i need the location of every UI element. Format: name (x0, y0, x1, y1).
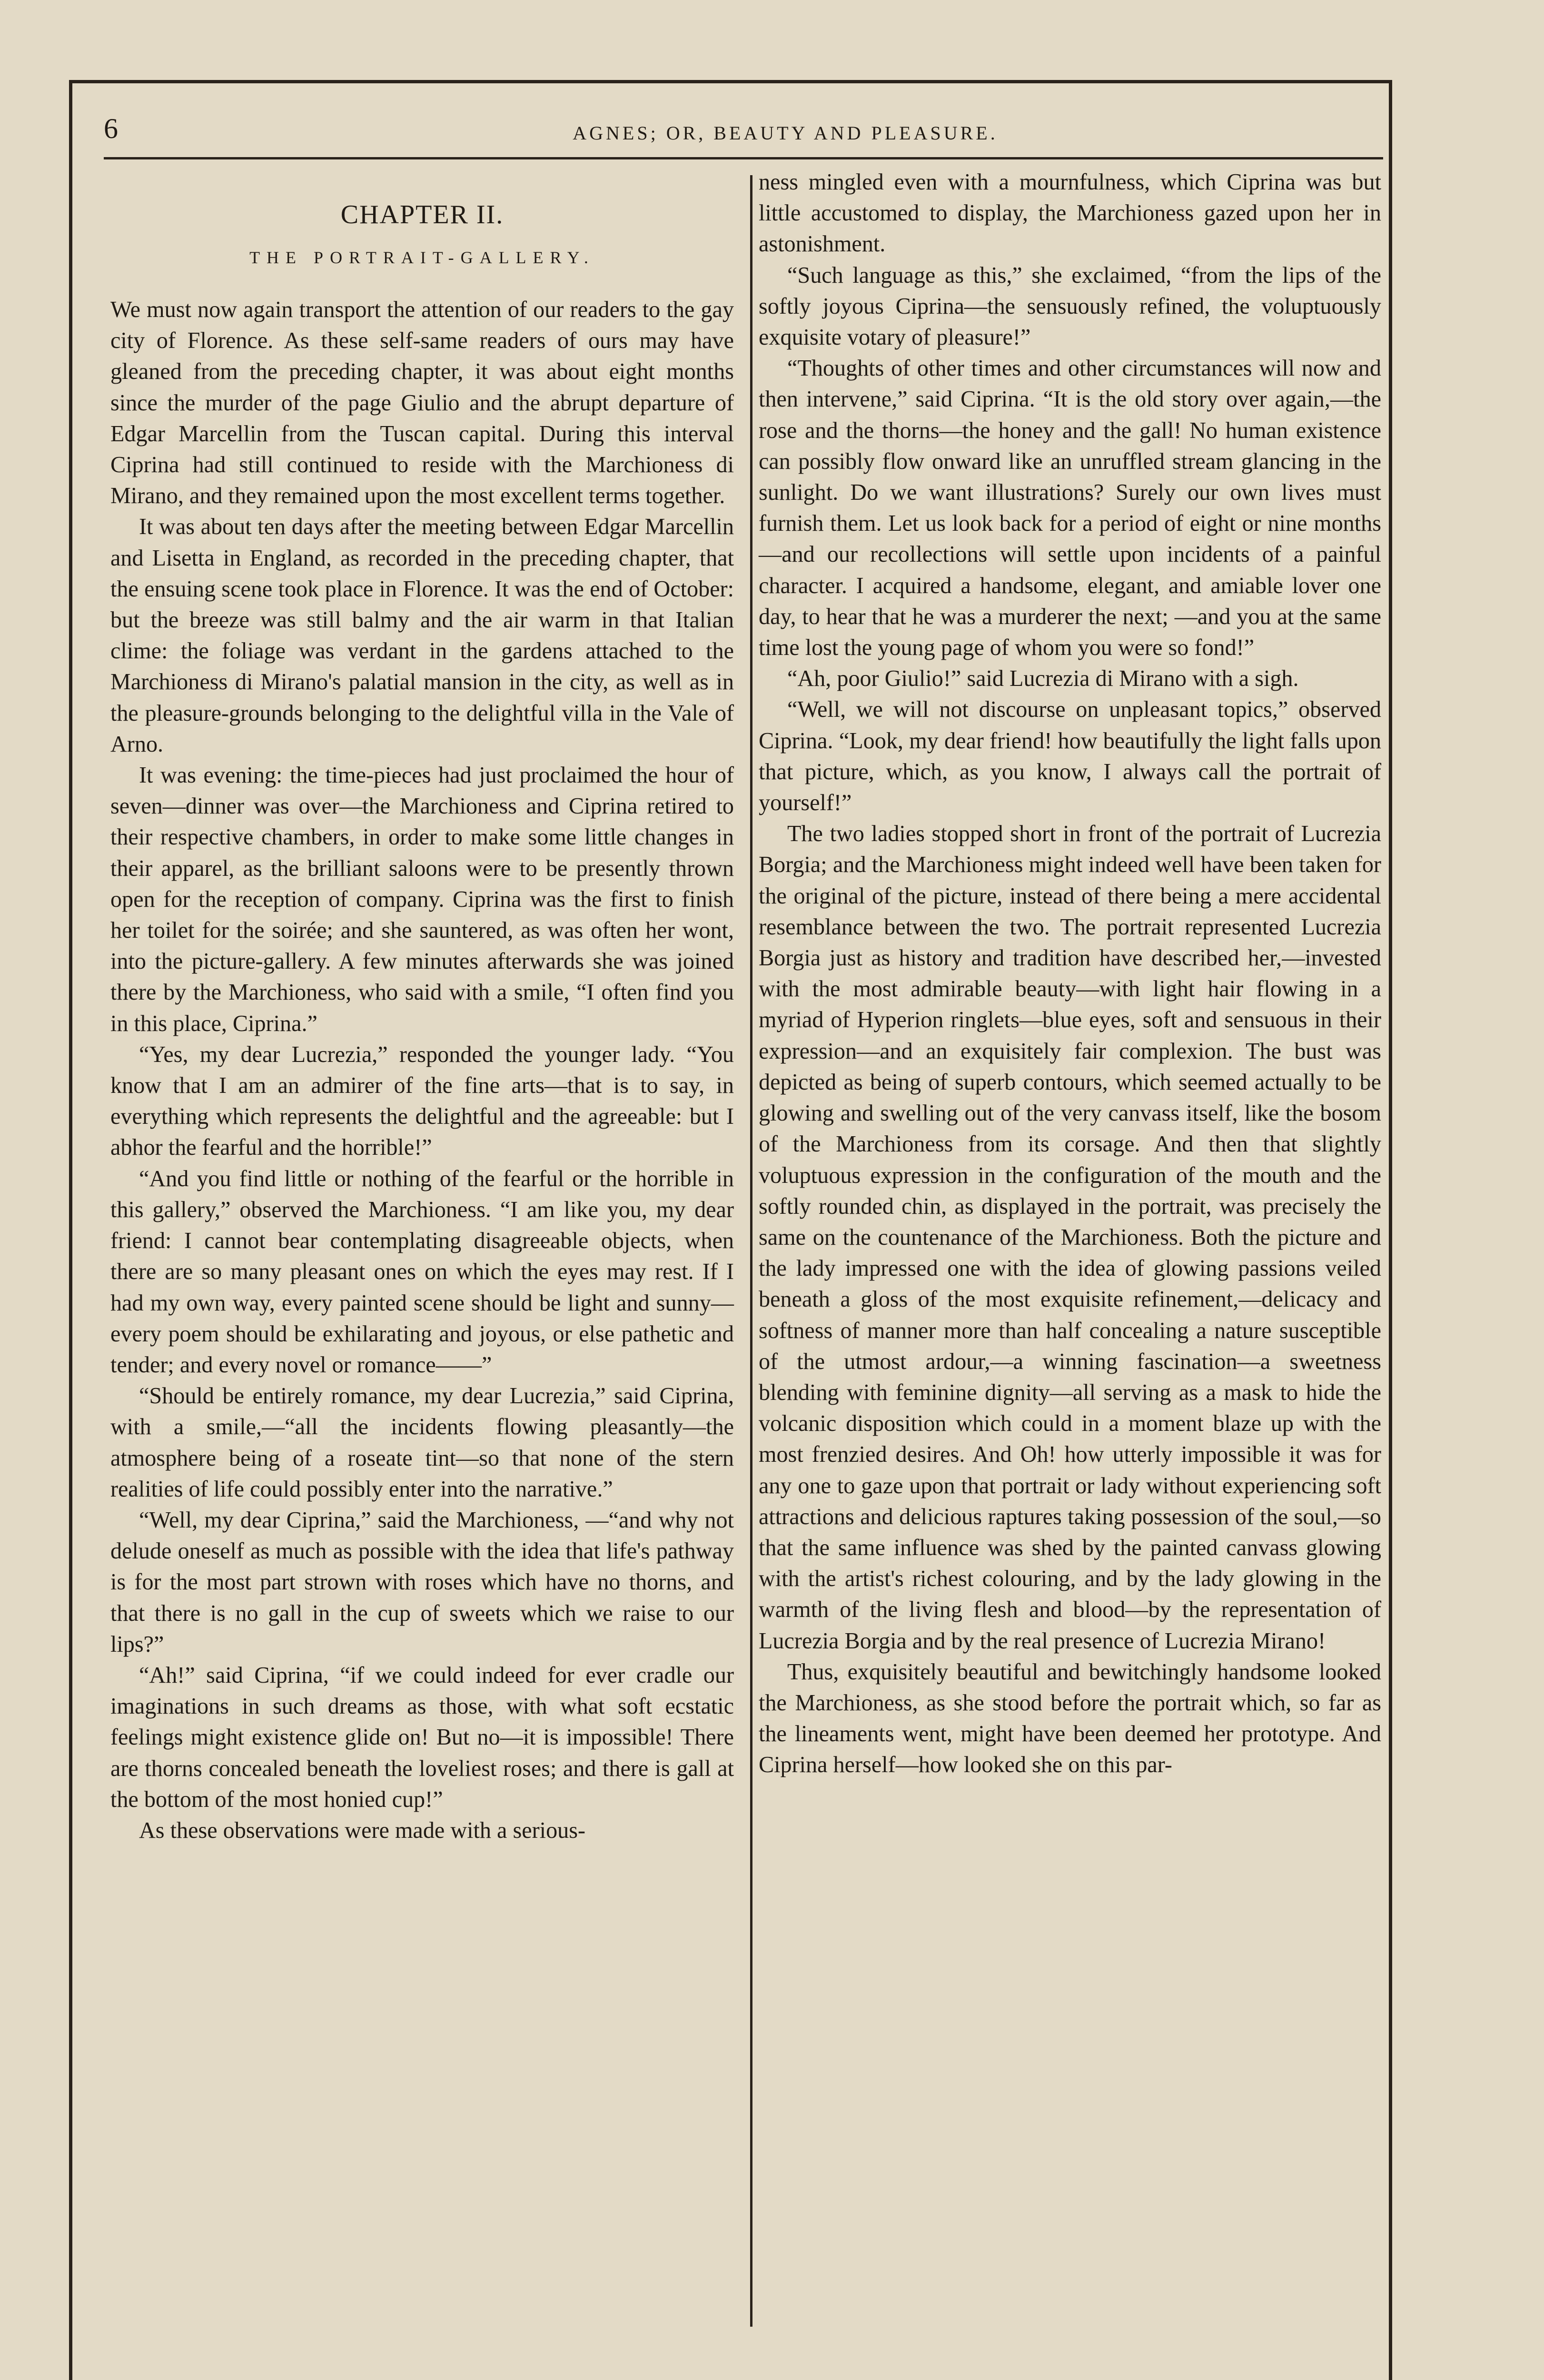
paragraph: “Ah!” said Ciprina, “if we could indeed for ever cradle our imaginations in such dreams as those, with what soft ecstatic feelings might existence glide on! But no—it is impossible! There are thorns concealed beneath the loveliest roses; and there is gall at the bottom of the most honied cup!” (110, 1662, 734, 1812)
paragraph: ness mingled even with a mournfulness, which Ciprina was but little accustomed to display, the Marchioness gazed upon her in astonishment. (759, 169, 1381, 257)
paragraph: “Thoughts of other times and other circumstances will now and then intervene,” said Ciprina. “It is the old story over again,—the rose and the thorns—the honey and the gall! No human existence can possibly flow onward like an unruffled stream glancing in the sunlight. Do we want illustrations? Surely our own lives must furnish them. Let us look back for a period of eight or nine months—and our recollections will settle upon incidents of a painful character. I acquired a handsome, elegant, and amiable lover one day, to hear that he was a murderer the next; —and you at the same time lost the young page of whom you were so fond!” (759, 356, 1381, 661)
left-column (110, 167, 734, 1846)
paragraph: “Should be entirely romance, my dear Lucrezia,” said Ciprina, with a smile,—“all the incidents flowing pleasantly—the atmosphere being of a roseate tint—so that none of the stern realities of life could possibly enter into the narrative.” (110, 1383, 734, 1502)
paragraph: “Well, my dear Ciprina,” said the Marchioness, —“and why not delude oneself as much as possible with the idea that life's pathway is for the most part strown with roses which have no thorns, and that there is no gall in the cup of sweets which we raise to our lips?” (110, 1507, 734, 1657)
paragraph: The two ladies stopped short in front of the portrait of Lucrezia Borgia; and the Marchioness might indeed well have been taken for the original of the picture, instead of there being a mere accidental resemblance between the two. The portrait represented Lucrezia Borgia just as history and tradition have described her,—invested with the most admirable beauty—with light hair flowing in a myriad of Hyperion ringlets—blue eyes, soft and sensuous in their expression—and an exquisitely fair complexion. The bust was depicted as being of superb contours, which seemed actually to be glowing and swelling out of the very canvass itself, like the bosom of the Marchioness from its corsage. And then that slightly voluptuous expression in the configuration of the mouth and the softly rounded chin, as displayed in the portrait, was precisely the same on the countenance of the Marchioness. Both the picture and the lady impressed one with the idea of glowing passions veiled beneath a gloss of the most exquisite refinement,—delicacy and softness of manner more than half concealing a nature susceptible of the utmost ardour,—a winning fascination—a sweetness blending with feminine dignity—all serving as a mask to hide the volcanic disposition which could in a moment blaze up with the most frenzied desires. And Oh! how utterly impossible it was for any one to gaze upon that portrait or lady without experiencing soft attractions and delicious raptures taking possession of the soul,—so that the same influence was shed by the painted canvass glowing with the artist's richest colouring, and by the lady glowing in the warmth of the living flesh and blood—by the representation of Lucrezia Borgia and by the real presence of Lucrezia Mirano! (759, 821, 1381, 1654)
paragraph: Thus, exquisitely beautiful and bewitchingly handsome looked the Marchioness, as she stood before the portrait which, so far as the lineaments went, might have been deemed her prototype. And Ciprina herself—how looked she on this par- (759, 1659, 1381, 1778)
paragraph: As these observations were made with a serious- (139, 1817, 586, 1843)
paragraph: “And you find little or nothing of the fearful or the horrible in this gallery,” observed the Marchioness. “I am like you, my dear friend: I cannot bear contemplating disagreeable objects, when there are so many pleasant ones on which the eyes may rest. If I had my own way, every painted scene should be light and sunny—every poem should be exhilarating and joyous, or else pathetic and tender; and every novel or romance——” (110, 1166, 734, 1378)
right-column (759, 167, 1381, 1781)
paragraph: We must now again transport the attention of our readers to the gay city of Florence. As these self-same readers of ours may have gleaned from the preceding chapter, it was about eight months since the murder of the page Giulio and the abrupt departure of Edgar Marcellin from the Tuscan capital. During this interval Ciprina had still continued to reside with the Marchioness di Mirano, and they remained upon the most excellent terms together. (110, 297, 734, 509)
paragraph: It was evening: the time-pieces had just proclaimed the hour of seven—dinner was over—the Marchioness and Ciprina retired to their respective chambers, in order to make some little changes in their apparel, as the brilliant saloons were to be presently thrown open for the reception of company. Ciprina was the first to finish her toilet for the soirée; and she sauntered, as was often her wont, into the picture-gallery. A few minutes afterwards she was joined there by the Marchioness, who said with a smile, “I often find you in this place, Ciprina.” (110, 763, 734, 1036)
paragraph: “Well, we will not discourse on unpleasant topics,” observed Ciprina. “Look, my dear friend! how beautifully the light falls upon that picture, which, as you know, I always call the portrait of yourself!” (759, 697, 1381, 816)
header-rule (104, 157, 1383, 159)
paragraph: “Yes, my dear Lucrezia,” responded the younger lady. “You know that I am an admirer of the fine arts—that is to say, in everything which represents the delightful and the agreeable: but I abhor the fearful and the horrible!” (110, 1041, 734, 1160)
page-number: 6 (104, 113, 118, 144)
column-divider (750, 175, 752, 2327)
chapter-subtitle: THE PORTRAIT-GALLERY. (249, 248, 595, 267)
paragraph: “Such language as this,” she exclaimed, “from the lips of the softly joyous Ciprina—the sensuously refined, the voluptuously exquisite votary of pleasure!” (759, 262, 1381, 350)
paragraph: “Ah, poor Giulio!” said Lucrezia di Mirano with a sigh. (787, 666, 1299, 692)
running-head: AGNES; OR, BEAUTY AND PLEASURE. (573, 122, 998, 144)
chapter-title: CHAPTER II. (340, 200, 504, 229)
paragraph: It was about ten days after the meeting between Edgar Marcellin and Lisetta in England, as recorded in the preceding chapter, that the ensuing scene took place in Florence. It was the end of October: but the breeze was still balmy and the air warm in that Italian clime: the foliage was verdant in the gardens attached to the Marchioness di Mirano's palatial mansion in the city, as well as in the pleasure-grounds belonging to the delightful villa in the Vale of Arno. (110, 514, 734, 757)
